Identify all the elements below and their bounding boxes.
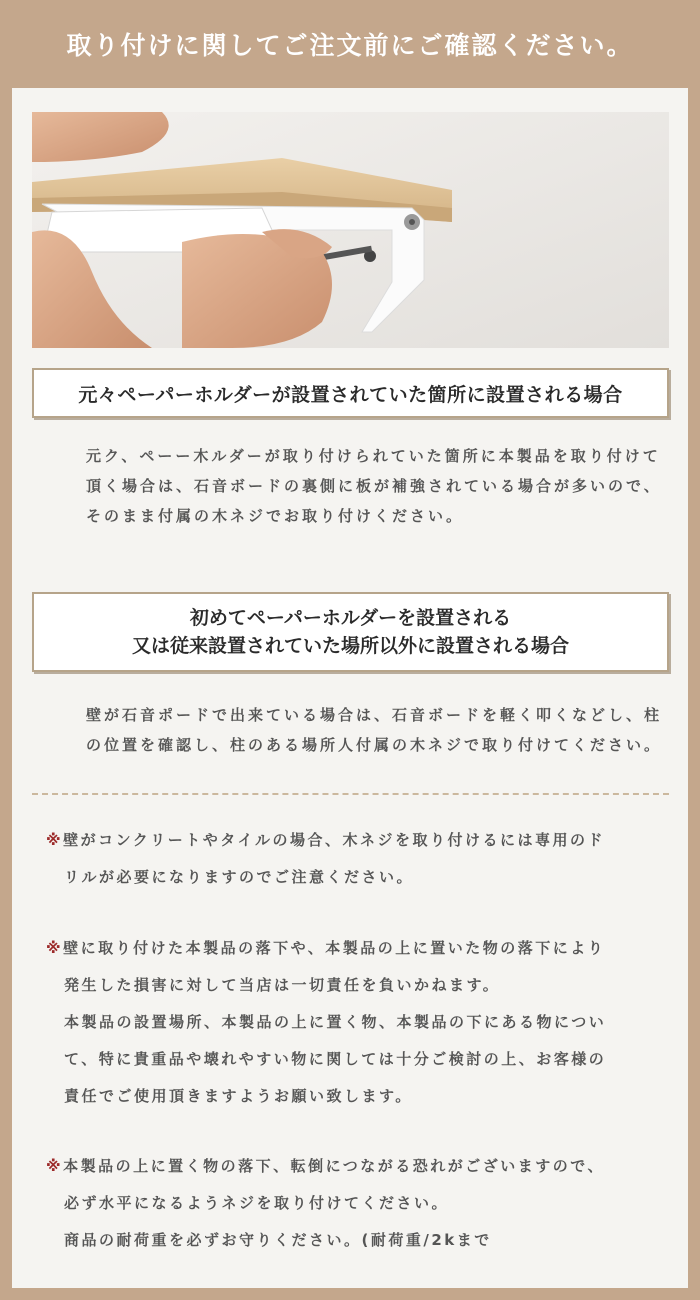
note-line: 本製品の上に置く物の落下、転倒につながる恐れがございますので、 [63, 1157, 605, 1175]
section1-line: そのまま付属の木ネジでお取り付けください。 [86, 507, 465, 525]
header-title: 取り付けに関してご注文前にご確認ください。 [66, 31, 634, 60]
note-mark: ※ [46, 831, 64, 849]
section1-heading: 元々ペーパーホルダーが設置されていた箇所に設置される場合 [78, 383, 623, 406]
content-panel [12, 88, 688, 1288]
installation-photo [32, 112, 669, 348]
section2-text [86, 700, 662, 760]
note-line: 発生した損害に対して当店は一切責任を負いかねます。 [64, 976, 501, 994]
note-mark: ※ [46, 939, 64, 957]
note-mark: ※ [46, 1157, 64, 1175]
section2-line: の位置を確認し、柱のある場所人付属の木ネジで取り付けてください。 [86, 736, 663, 754]
note-line: リルが必要になりますのでご注意ください。 [64, 868, 415, 886]
installation-illustration [32, 112, 669, 348]
dashed-divider [32, 793, 669, 795]
section2-heading-line1: 初めてペーパーホルダーを設置される [189, 607, 512, 629]
note-line: 責任でご使用頂きますようお願い致します。 [64, 1087, 413, 1105]
note-line: 壁がコンクリートやタイルの場合、木ネジを取り付けるには専用のド [63, 831, 605, 849]
note-line: 必ず水平になるようネジを取り付けてください。 [64, 1194, 450, 1212]
note-line: て、特に貴重品や壊れやすい物に関しては十分ご検討の上、お客様の [64, 1050, 607, 1068]
note-line: 商品の耐荷重を必ずお守りください。(耐荷重/2kまで [64, 1231, 492, 1249]
note-line: 壁に取り付けた本製品の落下や、本製品の上に置いた物の落下により [63, 939, 606, 957]
page-header [0, 0, 700, 88]
section1-line: 元ク、ペーー木ルダーが取り付けられていた箇所に本製品を取り付けて [86, 447, 661, 465]
section2-line: 壁が石音ポードで出来ている場合は、石音ボードを軽く叩くなどし、柱 [86, 706, 663, 724]
section1-text [86, 441, 662, 531]
note-liability [46, 930, 606, 1115]
section1-heading-box [32, 368, 669, 418]
note-line: 本製品の設置場所、本製品の上に置く物、本製品の下にある物につい [64, 1013, 607, 1031]
note-concrete-walls [46, 822, 605, 896]
note-load-capacity [46, 1148, 605, 1259]
section1-line: 頂く場合は、石音ボードの裏側に板が補強されている場合が多いので、 [86, 477, 662, 495]
section2-heading-line2: 又は従来設置されていた場所以外に設置される場合 [131, 635, 569, 657]
section2-heading-box [32, 592, 669, 672]
